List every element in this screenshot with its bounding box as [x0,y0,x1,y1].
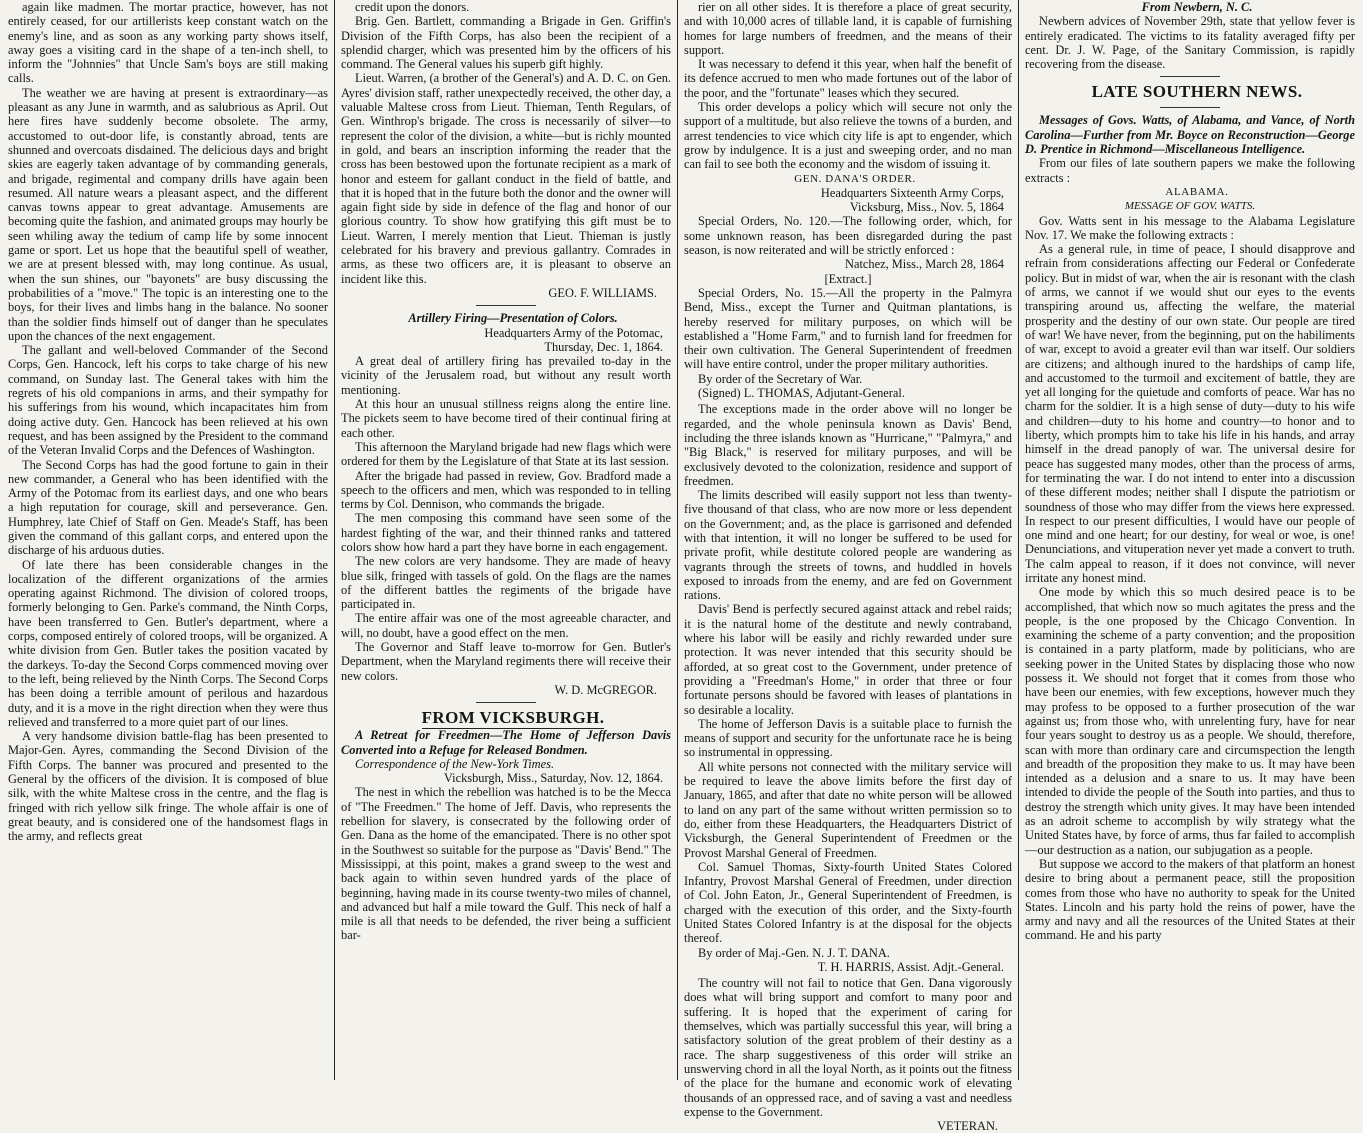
paragraph: By order of the Secretary of War. [698,371,863,386]
order-heading: GEN. DANA'S ORDER. [794,172,916,185]
signature: VETERAN. [937,1119,998,1133]
vicksburgh-heading-text: FROM VICKSBURGH. [421,708,605,728]
late-southern-news-heading: LATE SOUTHERN NEWS. [1091,82,1303,102]
signature: (Signed) L. THOMAS, Adjutant-General. [698,386,905,401]
paragraph: Col. Samuel Thomas, Sixty-fourth United States Colored Infantry, Provost Marshal General of Freedmen, under direction of Col. John Eaton, Jr., General Superintendent of Freedmen, is charged with the execution of this order, and the Sixty-fourth United States Colored Infantry is at the disposal for the objects thereof. [684,859,1012,946]
paragraph: Newbern advices of November 29th, state that yellow fever is entirely eradicated. The victims to its fatality averaged fifty per cent. Dr. J. W. Page, of the Sanitary Commission, is rapidly recovering from the disease. [1025,14,1355,72]
artillery-heading: Artillery Firing—Presentation of Colors. [408,311,618,326]
divider [1160,76,1220,77]
paragraph: The weather we are having at present is extraordinary—as pleasant as any June in warmth, and as salubrious as April. Out here fires have suddenly become obsolete. The army, accustomed to out-door life, is constantly abroad, tents are shunned and overcoats disdained. The delicious days and bright skies are eagerly taken advantage of by commanding generals, and brigade, regimental and company drills have again been resumed. All nature wears a pleasant aspect, and the different canvas towns appear to great advantage. Amusements are becoming quite the fashion, and animated groups may hourly be seen whiling away the tedium of camp life by some innocent game or sport. Let us hope that the beautiful spell of weather, we are at present blessed with, may long continue. As usual, when the sun shines, our "bayonets" are busy discussing the probabilities of a "move." The topic is an interesting one to the boys, for their lives and limbs hang in the balance. No sooner than the soldier finds himself out of danger than he speculates upon the chances of the next engagement. [8,85,328,343]
paragraph: The home of Jefferson Davis is a suitable place to furnish the means of support and security for the unfortunate race he is being so instrumental in oppressing. [684,716,1012,760]
signature: By order of Maj.-Gen. N. J. T. DANA. [698,945,890,960]
paragraph: again like madmen. The mortar practice, however, has not entirely ceased, for our artillerists keep constant watch on the enemy's line, and as soon as any working party shows itself, away goes a visiting card in the shape of a ten-inch shell, to inform the "Johnnies" that Uncle Sam's boys are still making calls. [8,0,328,86]
dateline: Thursday, Dec. 1, 1864. [544,339,663,354]
divider [476,305,536,306]
dateline: Vicksburgh, Miss., Saturday, Nov. 12, 1864. [443,771,663,786]
dateline: Vicksburg, Miss., Nov. 5, 1864 [849,200,1004,215]
signature: GEO. F. WILLIAMS. [548,285,657,300]
closing [684,976,1012,1133]
extract-label: [Extract.] [824,271,872,286]
paragraph: The limits described will easily support not less than twenty-five thousand of that class, who are now more or less dependent on the Government; and, as the place is garrisoned and defended with that intention, it will no longer be suffered to be used for private profit, while destitute colored people are wandering as vagrants through the streets of towns, and huddled in hovels exposed to inroads from the enemy, and are fed on Government rations. [684,488,1012,603]
paragraph: Lieut. Warren, (a brother of the General's) and A. D. C. on Gen. Ayres' division staff, rather unexpectedly received, the other day, a valuable Maltese cross from Lieut. Thieman, Tenth Regulars, of Gen. Winthrop's brigade. The cross is necessarily of silver—to represent the color of the division, a white—but is richly mounted in gold, and bears an inscription informing the reader that the cross has been bestowed upon the fortunate recipient as a mark of honor and esteem for gallant conduct in the field of battle, and that it is hoped that in the future both the donor and the owner will again fight side by side in defence of the flag and honor of our glorious country. To show how gratifying this gift must be to Lieut. Warren, I merely mention that Lieut. Thieman is justly celebrated for his bravery and previous gallantry. Comrades in arms, as these two officers are, it is pleasant to observe an incident like this. [341,71,671,286]
column-1 [2,0,334,1080]
paragraph: Special Orders, No. 120.—The following order, which, for some unknown reason, has been disregarded during the past season, is now reiterated and will be strictly enforced : [684,214,1012,258]
paragraph: The gallant and well-beloved Commander of the Second Corps, Gen. Hancock, left his corps to take charge of his new command, on Sunday last. The General takes with him the regrets of his old companions in arms, and their sympathy for his sufferings from his wound, which incapacitates him from doing active duty. Gen. Hancock has been relieved at his own request, and has been assigned by the President to the command of the Veteran Invalid Corps and the Defences of Washington. [8,343,328,458]
paragraph: rier on all other sides. It is therefore a place of great security, and with 10,000 acres of tillable land, it is capable of furnishing homes for large numbers of freedmen, and the means of their support. [684,0,1012,57]
paragraph: But suppose we accord to the makers of that platform an honest desire to bring about a permanent peace, still the proposition comes from those who have no authority to speak for the United States. Lincoln and his party hold the reins of power, have the army and navy and all the resources of the United States at their command. He and his party [1025,856,1355,943]
signature: W. D. McGREGOR. [554,682,657,697]
paragraph: The country will not fail to notice that Gen. Dana vigorously does what will bring support and comfort to many poor and suffering. It is hoped that the experiment of caring for themselves, which was partially successful this year, will bring a satisfactory solution of the great problem of their destiny as a race. The sharp suggestiveness of this order will strike an unswerving chord in all the loyal North, as it points out the fitness of the place for the humane and economic work of elevating thousands of an oppressed race, and of saving a vast and needless expense to the Government. [684,976,1012,1119]
alabama-heading: ALABAMA. [1165,185,1229,198]
paragraph: Of late there has been considerable changes in the localization of the different organizations of the armies operating against Richmond. The division of colored troops, formerly belonging to Gen. Parke's command, the Ninth Corps, have been transferred to Gen. Butler's department, where a corps, composed entirely of colored troops, will be organized. A white division from Gen. Butler takes the position vacated by the darkeys. To-day the Second Corps commenced moving over to the left, being relieved by the Ninth Corps. The Second Corps has been doing a terrible amount of perilous and hazardous duty, and it is a move in the right direction when they were thus relieved and transferred to a more quiet part of our lines. [8,557,328,729]
paragraph: The entire affair was one of the most agreeable character, and will, no doubt, have a good effect on the men. [341,611,671,640]
paragraph: Davis' Bend is perfectly secured against attack and rebel raids; it is the natural home of the destitute and newly contraband, where his labor will be easily and richly rewarded under sure protection. It was never intended that this security should be afforded, at so great cost to the Government, under pretence of providing a "Freedman's Home," in order that three or four fortunate persons should be favored with leases of plantations in so desirable a locality. [684,602,1012,717]
paragraph: Brig. Gen. Bartlett, commanding a Brigade in Gen. Griffin's Division of the Fifth Corps, has also been the recipient of a splendid charger, which was presented him by the officers of his command. The General values his superb gift highly. [341,14,671,72]
paragraph: A very handsome division battle-flag has been presented to Major-Gen. Ayres, commanding the Second Division of the Fifth Corps. The banner was procured and presented to the General by the officers of the division. It is composed of blue silk, with the white Maltese cross in the centre, and the flag is fringed with rich yellow silk fringe. The whole affair is one of great beauty, and is considered one of the handsomest flags in the army, and reflects great [8,729,328,844]
paragraph: The Governor and Staff leave to-morrow for Gen. Butler's Department, when the Maryland regiments there will receive their new colors. [341,640,671,683]
newbern-heading: From Newbern, N. C. [1141,0,1253,14]
paragraph: The nest in which the rebellion was hatched is to be the Mecca of "The Freedmen." The home of Jeff. Davis, who represents the rebellion for slavery, is consecrated by the following order of Gen. Dana as the home of the emancipated. There is no other spot in the Southwest so suitable for the purpose as "Davis' Bend." The Mississippi, at this point, makes a grand sweep to the west and back again to within seven hundred yards of the place of beginning, having made in its course twenty-two miles of channel, and advanced but half a mile toward the Gulf. This neck of half a mile is all that needs to be defended, the river being a sufficient bar- [341,785,671,943]
column-2 [335,0,677,1080]
paragraph: It was necessary to defend it this year, when half the benefit of its defence accrued to men who made fortunes out of the labor of the poor, and the "fortunate" leases which they secured. [684,57,1012,100]
paragraph: The Second Corps has had the good fortune to gain in their new commander, a General who has been identified with the Army of the Potomac from its earliest days, and one who bears a high reputation for courage, skill and perseverance. Gen. Humphrey, late Chief of Staff on Gen. Meade's Staff, has been given the command of this gallant corps, and entered upon the discharge of his arduous duties. [8,457,328,558]
paragraph: The new colors are very handsome. They are made of heavy blue silk, fringed with tassels of gold. On the flags are the names of the different battles the regiments of the brigade have participated in. [341,554,671,612]
correspondence-line: Correspondence of the New-York Times. [355,756,555,771]
paragraph: A great deal of artillery firing has prevailed to-day in the vicinity of the Jerusalem road, but without any result worth mentioning. [341,354,671,397]
paragraph: From our files of late southern papers we make the following extracts : [1025,156,1355,185]
paragraph: This afternoon the Maryland brigade had new flags which were ordered for them by the Legislature of that State at its last session. [341,439,671,469]
paragraph: As a general rule, in time of peace, I should disapprove and refrain from considerations affecting our Federal or Confederate policy. But in midst of war, when the air is resonant with the clash of arms, we cannot if we would shut our eyes to the events transpiring around us, affecting the welfare, the material prosperity and the destiny of our own state. Our people are tired of war! We have never, from the beginning, put on the habiliments of war, except to avoid a greater evil than war itself. Our soldiers are citizens; and although inured to the hardships of camp life, and accustomed to the turmoil and excitement of battle, they are yet all longing for the quietude and comforts of peace. War has no charm for the soldier. It is a high sense of duty—duty to his wife and children—duty to his home and country—to honor and to liberty, which prompts him to take his life in his hands, and array himself in the dread panoply of war. The universal desire for peace has suggested many modes, other than the process of arms, for terminating the war. I do not intend to enter into a discussion of these different modes; neither shall I dispute the patriotism or soundness of those who may differ from the views here expressed. In respect to our present difficulties, I would have our people of one mind and one heart; for our destiny, for weal or woe, is one! Denunciations, and vituperation never yet made a convert to truth. The calm appeal to reason, if it does not convince, will never irritate any honest mind. [1025,242,1355,585]
signature: T. H. HARRIS, Assist. Adjt.-General. [817,959,1004,974]
message-heading: MESSAGE OF GOV. WATTS. [1124,200,1256,213]
paragraph: One mode by which this so much desired peace is to be accomplished, that which now so much agitates the press and the people, is the one proposed by the Chicago Convention. In examining the scheme of a party convention; and the proposition is contained in a party platform, made by politicians, who are seeking power in the United States by displacing those who now possess it. We should not forget that it comes from those who have been our enemies, with few exceptions, however much they may profess to be opposed to a further prosecution of the war against us; from those who, with unrelenting fury, have for near four years sought to destroy us as a people. We should, therefore, scan with more than ordinary care and circumspection the length and breadth of the proposition they make to us. It may have been intended as a delusion and a snare to us. It may have been intended to divide the people of the South into parties, and thus to destroy the strength which unity gives. It may have been intended as an adroit scheme to accomplish by wily strategy what the United States have, by force of arms, thus far failed to accomplish—our destruction as a nation, our subjugation as a people. [1025,585,1355,857]
column-4 [1019,0,1361,1080]
dateline: Headquarters Sixteenth Army Corps, [820,185,1004,200]
column-3 [678,0,1018,1133]
vicksburgh-deck: A Retreat for Freedmen—The Home of Jefferson Davis Converted into a Refuge for Released Bondmen. [341,728,671,757]
paragraph: After the brigade had passed in review, Gov. Bradford made a speech to the officers and men, which was responded to in telling terms by Col. Dennison, who commands the brigade. [341,468,671,512]
paragraph: credit upon the donors. [355,0,470,14]
late-news-deck: Messages of Govs. Watts, of Alabama, and Vance, of North Carolina—Further from Mr. Boyce on Reconstruction—George D. Prentice in Richmond—Miscellaneous Intelligence. [1025,113,1355,157]
dateline: Headquarters Army of the Potomac, [484,325,663,340]
dateline: Natchez, Miss., March 28, 1864 [845,257,1004,272]
divider [1160,107,1220,108]
divider [476,702,536,703]
order-body [684,402,1012,974]
vicksburgh-heading [341,708,671,728]
paragraph: The men composing this command have seen some of the hardest fighting of the war, and their thinned ranks and tattered colors show how hard a part they have borne in each engagement. [341,511,671,554]
paragraph: This order develops a policy which will secure not only the support of a multitude, but also relieve the towns of a burden, and arrest tendencies to vice which city life is apt to engender, which grow by indulgence. It is a just and sweeping order, and no man can fail to see both the economy and the wisdom of issuing it. [684,100,1012,172]
paragraph: Gov. Watts sent in his message to the Alabama Legislature Nov. 17. We make the following extracts : [1025,213,1355,242]
paragraph: At this hour an unusual stillness reigns along the entire line. The pickets seem to have become tired of their continual firing at each other. [341,397,671,440]
paragraph: All white persons not connected with the military service will be required to leave the above limits before the first day of January, 1865, and after that date no white person will be allowed to land on any part of the same without written permission so to do, either from these Headquarters, the Headquarters District of Vicksburgh, the General Superintendent of Freedmen or the Provost Marshal General of Freedmen. [684,759,1012,860]
paragraph: The exceptions made in the order above will no longer be regarded, and the whole peninsula known as Davis' Bend, including the three islands known as "Hurricane," "Palmyra," and "Big Black," is reserved for military purposes, and will be exclusively devoted to the colonization, residence and support of freedmen. [684,402,1012,488]
paragraph: Special Orders, No. 15.—All the property in the Palmyra Bend, Miss., except the Turner and Quitman plantations, is hereby reserved for military purposes, on which will be established a "Home Farm," and to furnish land for freedmen for their own cultivation. The General Superintendent of freedmen will have entire control, under the proper military authorities. [684,285,1012,372]
